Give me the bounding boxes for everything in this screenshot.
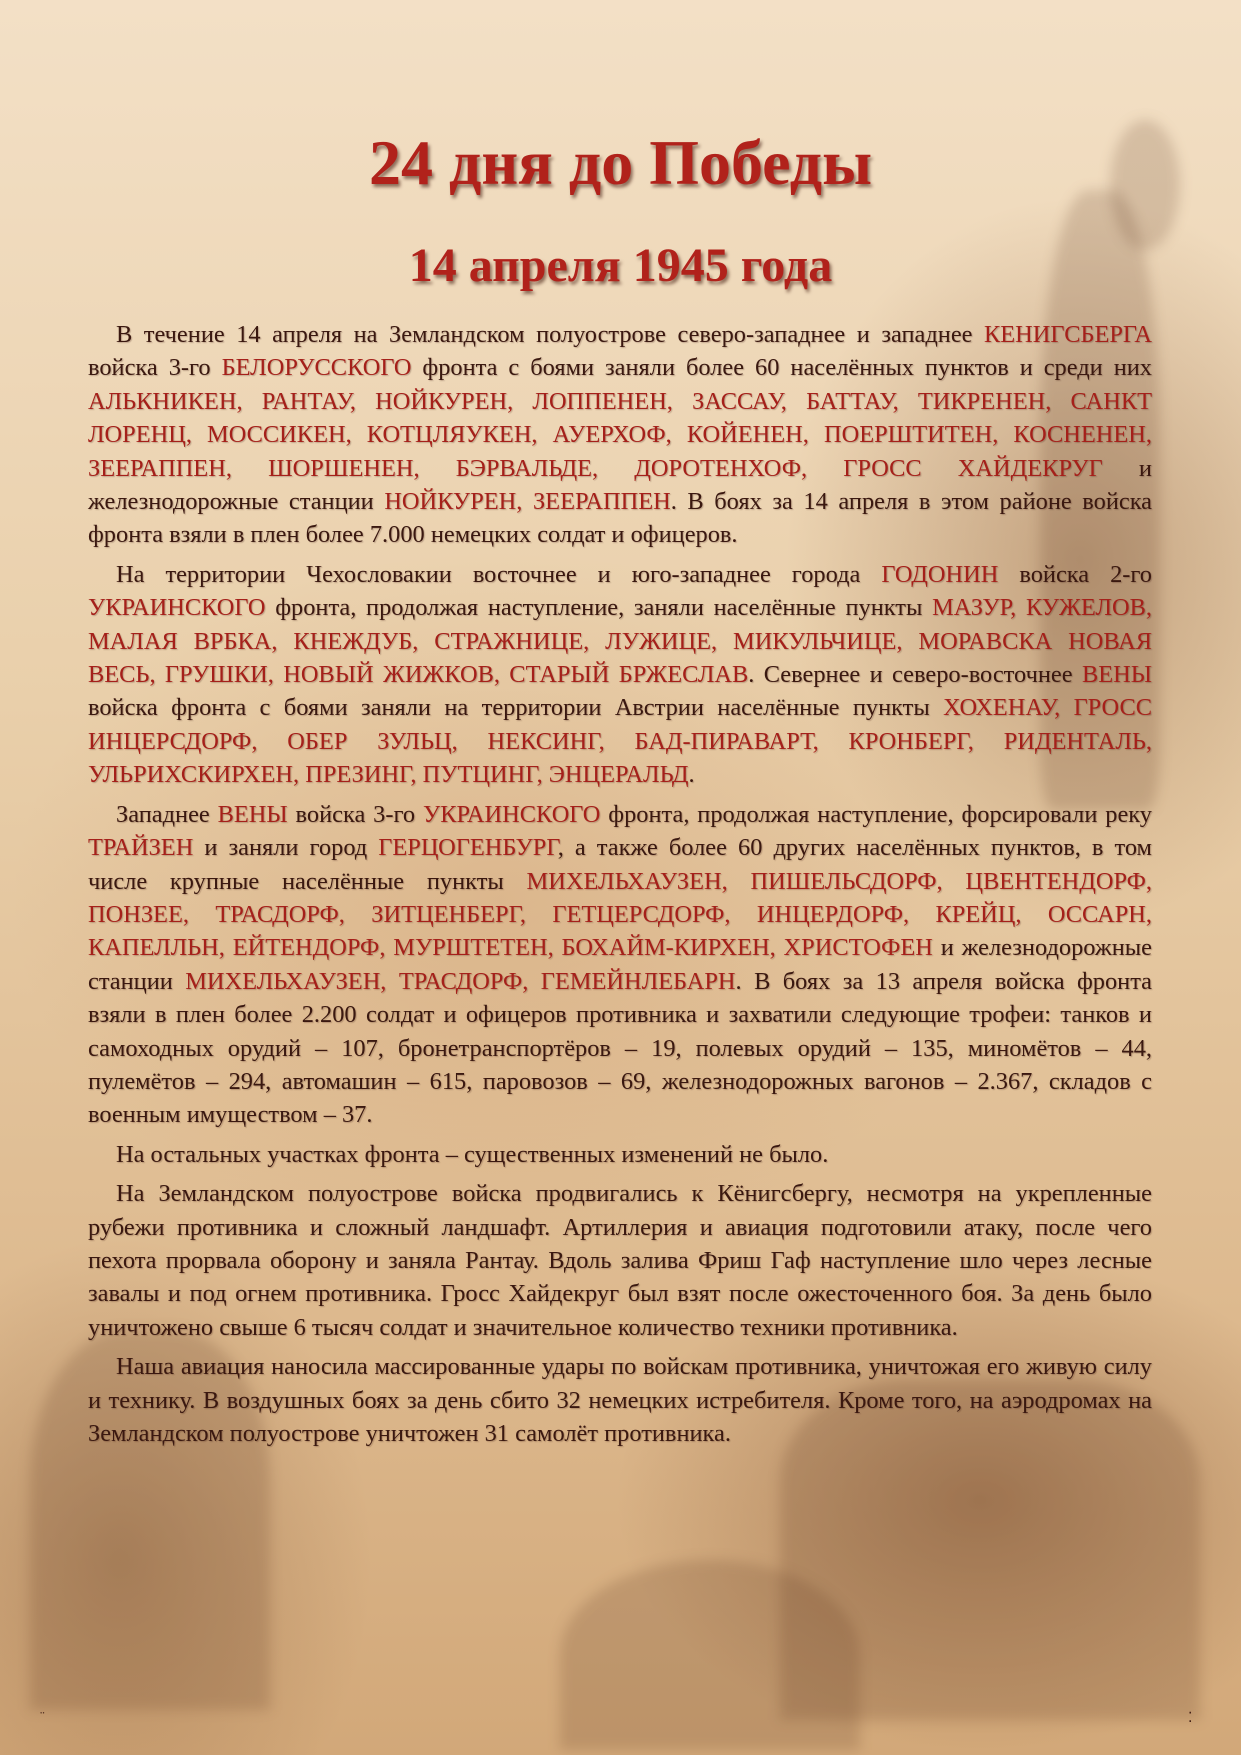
place-names-highlight: УКРАИНСКОГО [88,594,266,622]
place-names-highlight: ТРАЙЗЕН [88,834,194,862]
paragraph-text: На Земландском полуострове войска продвигались к Кёнигсбергу, несмотря на укрепленные рубежи противника и сложный ландшафт. Артиллерия и авиация подготовили атаку, после чего пехота прорвала оборону и заняла Рантау. Вдоль залива Фриш Гаф наступление шло через лесные завалы и под огнем противника. Гросс Хайдекруг был взят после ожесточенного боя. За день было уничтожено свыше 6 тысяч солдат и значительное количество техники противника. [88,1180,1152,1341]
place-names-highlight: КЕНИГСБЕРГА [984,321,1152,348]
page-date-subtitle: 14 апреля 1945 года [408,239,833,292]
paragraph-text: войска 3-го [287,800,423,828]
paragraph-text: войска фронта с боями заняли на территории Австрии населённые пункты [88,694,944,722]
paragraph-text: , а также более 60 других населённых пунктов, в том числе крупные населённые пункты [88,834,1152,895]
place-names-highlight: ХОХЕНАУ, ГРОСС ИНЦЕРСДОРФ, ОБЕР ЗУЛЬЦ, НЕКСИНГ, БАД-ПИРАВАРТ, КРОНБЕРГ, РИДЕНТАЛЬ, УЛЬРИХСКИРХЕН, ПРЕЗИНГ, ПУТЦИНГ, ЭНЦЕРАЛЬД [88,694,1152,789]
place-names-highlight: МИХЕЛЬХАУЗЕН, ПИШЕЛЬСДОРФ, ЦВЕНТЕНДОРФ, ПОНЗЕЕ, ТРАСДОРФ, ЗИТЦЕНБЕРГ, ГЕТЦЕРСДОРФ, ИНЦЕРДОРФ, КРЕЙЦ, ОССАРН, КАПЕЛЛЬН, ЕЙТЕНДОРФ, МУРШТЕТЕН, БОХАЙМ-КИРХЕН, ХРИСТОФЕН [88,867,1152,962]
corner-mark-left: ¨ [40,1710,45,1725]
paragraph-text: . Севернее и северо-восточнее [748,661,1082,689]
paragraph-4 [88,1138,1152,1171]
paragraph-3 [88,798,1152,1132]
paragraph-2 [88,558,1152,792]
place-names-highlight: НОЙКУРЕН, ЗЕЕРАППЕН [384,488,671,516]
paragraph-text: и железнодорожные станции [88,934,1152,995]
place-names-highlight: МАЗУР, КУЖЕЛОВ, МАЛАЯ ВРБКА, КНЕЖДУБ, СТРАЖНИЦЕ, ЛУЖИЦЕ, МИКУЛЬЧИЦЕ, МОРАВСКА НОВАЯ ВЕСЬ, ГРУШКИ, НОВЫЙ ЖИЖКОВ, СТАРЫЙ БРЖЕСЛАВ [88,594,1152,689]
paragraph-text: Западнее [116,800,218,828]
paragraph-text: войска 3-го [88,354,222,382]
paragraph-text: . [688,761,695,789]
paragraph-text: фронта, продолжая наступление, форсировали реку [600,800,1152,828]
paragraph-text: В течение 14 апреля на Земландском полуострове северо-западнее и западнее [116,321,985,348]
page-title: 24 дня до Победы [368,127,873,198]
paragraph-text: фронта с боями заняли более 60 населённых пунктов и среди них [411,354,1152,382]
paragraph-text: и заняли город [193,834,379,862]
place-names-highlight: АЛЬКНИКЕН, РАНТАУ, НОЙКУРЕН, ЛОППЕНЕН, ЗАССАУ, БАТТАУ, ТИКРЕНЕН, САНКТ ЛОРЕНЦ, МОССИКЕН, КОТЦЛЯУКЕН, АУЕРХОФ, КОЙЕНЕН, ПОЕРШТИТЕН, КОСНЕНЕН, ЗЕЕРАППЕН, ШОРШЕНЕН, БЭРВАЛЬДЕ, ДОРОТЕНХОФ, ГРОСС ХАЙДЕКРУГ [88,387,1152,482]
place-names-highlight: ВЕНЫ [1081,661,1152,689]
place-names-highlight: ВЕНЫ [217,800,288,828]
paragraph-text: . В боях за 14 апреля в этом районе войска фронта взяли в плен более 7.000 немецких солдат и офицеров. [88,488,1153,549]
paragraph-6 [88,1350,1152,1450]
paragraph-text: фронта, продолжая наступление, заняли населённые пункты [265,594,933,622]
place-names-highlight: МИХЕЛЬХАУЗЕН, ТРАСДОРФ, ГЕМЕЙНЛЕБАРН [185,967,736,995]
article-body [88,318,1152,1456]
paragraph-5 [88,1177,1152,1344]
place-names-highlight: ГОДОНИН [881,560,999,588]
place-names-highlight: УКРАИНСКОГО [422,800,601,828]
paragraph-text: На остальных участках фронта – существенных изменений не было. [116,1140,829,1168]
paragraph-text: Наша авиация наносила массированные удары по войскам противника, уничтожая его живую силу и технику. В воздушных боях за день сбито 32 немецких истребителя. Кроме того, на аэродромах на Земландском полуострове уничтожен 31 самолёт противника. [88,1353,1152,1447]
place-names-highlight: ГЕРЦОГЕНБУРГ [378,834,558,862]
paragraph-1 [88,318,1152,552]
corner-mark-right: ⁚ [1188,1711,1193,1726]
paragraph-text: и железнодорожные станции [88,454,1152,516]
paragraph-text: войска 2-го [998,560,1152,588]
background-ruins-silhouette [560,1560,860,1750]
paragraph-text: На территории Чехословакии восточнее и юго-западнее города [116,560,882,588]
paragraph-text: . В боях за 13 апреля войска фронта взяли в плен более 2.200 солдат и офицеров противника и захватили следующие трофеи: танков и самоходных орудий – 107, бронетранспортёров – 19, полевых орудий – 135, миномётов – 44, пулемётов – 294, автомашин – 615, паровозов – 69, железнодорожных вагонов – 2.367, складов с военным имуществом – 37. [88,967,1153,1129]
place-names-highlight: БЕЛОРУССКОГО [221,354,412,382]
